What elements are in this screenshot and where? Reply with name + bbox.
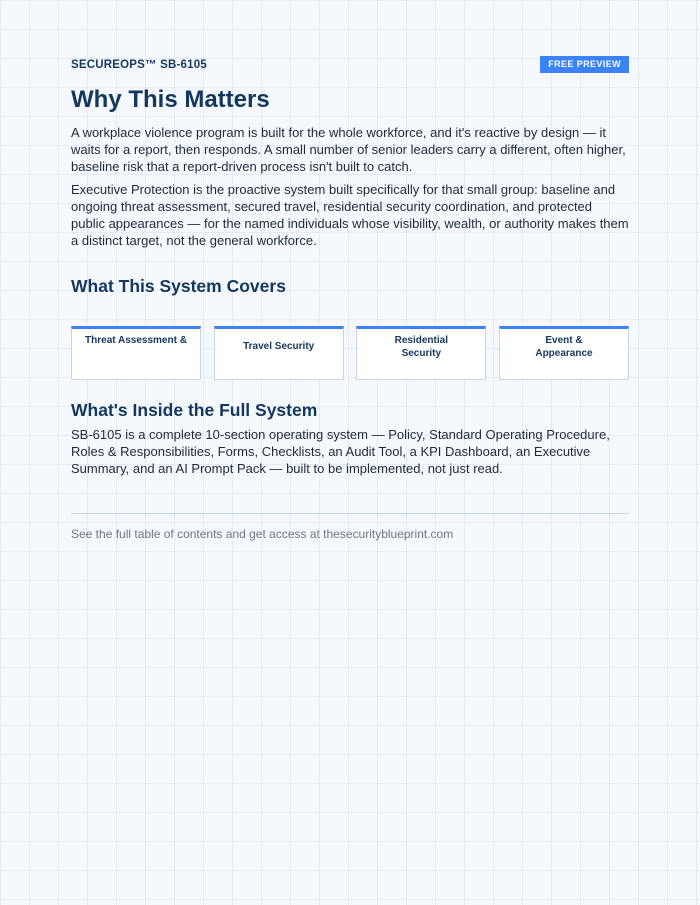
card-label: Event & Appearance: [535, 335, 593, 359]
card-threat-assessment: [71, 326, 201, 380]
card-residential-security: [356, 326, 486, 380]
free-preview-badge: FREE PREVIEW: [540, 56, 629, 73]
inside-heading: What's Inside the Full System: [71, 400, 318, 420]
document-page: [71, 56, 629, 542]
footer-divider: [71, 513, 629, 514]
brand-label: SECUREOPS™ SB-6105: [71, 58, 207, 71]
card-travel-security: [214, 326, 344, 380]
card-label: Travel Security: [243, 341, 315, 352]
card-label: Residential Security: [394, 335, 448, 359]
footer-note: See the full table of contents and get access at thesecurityblueprint.com: [71, 527, 454, 541]
card-label: Threat Assessment &: [85, 335, 187, 346]
intro-paragraph-2: Executive Protection is the proactive system built specifically for that small group: baseline and ongoing threat assessment, secured travel, residential security coordination, and protected public appearances — for the named individuals whose visibility, wealth, or authority makes them a distinct target, not the general workforce.: [71, 182, 629, 248]
header-row: [71, 56, 629, 73]
intro-paragraph-1: A workplace violence program is built for the whole workforce, and it's reactive by design — it waits for a report, then responds. A small number of senior leaders carry a different, often higher, baseline risk that a report-driven process isn't built to catch.: [71, 125, 626, 174]
card-event-appearance: [499, 326, 629, 380]
covers-heading: What This System Covers: [71, 276, 286, 296]
page-title: Why This Matters: [71, 86, 270, 113]
coverage-cards: [71, 326, 629, 380]
inside-paragraph: SB-6105 is a complete 10-section operating system — Policy, Standard Operating Procedure, Roles & Responsibilities, Forms, Checklists, an Audit Tool, a KPI Dashboard, an Executive Summary, and an AI Prompt Pack — built to be implemented, not just read.: [71, 427, 610, 476]
